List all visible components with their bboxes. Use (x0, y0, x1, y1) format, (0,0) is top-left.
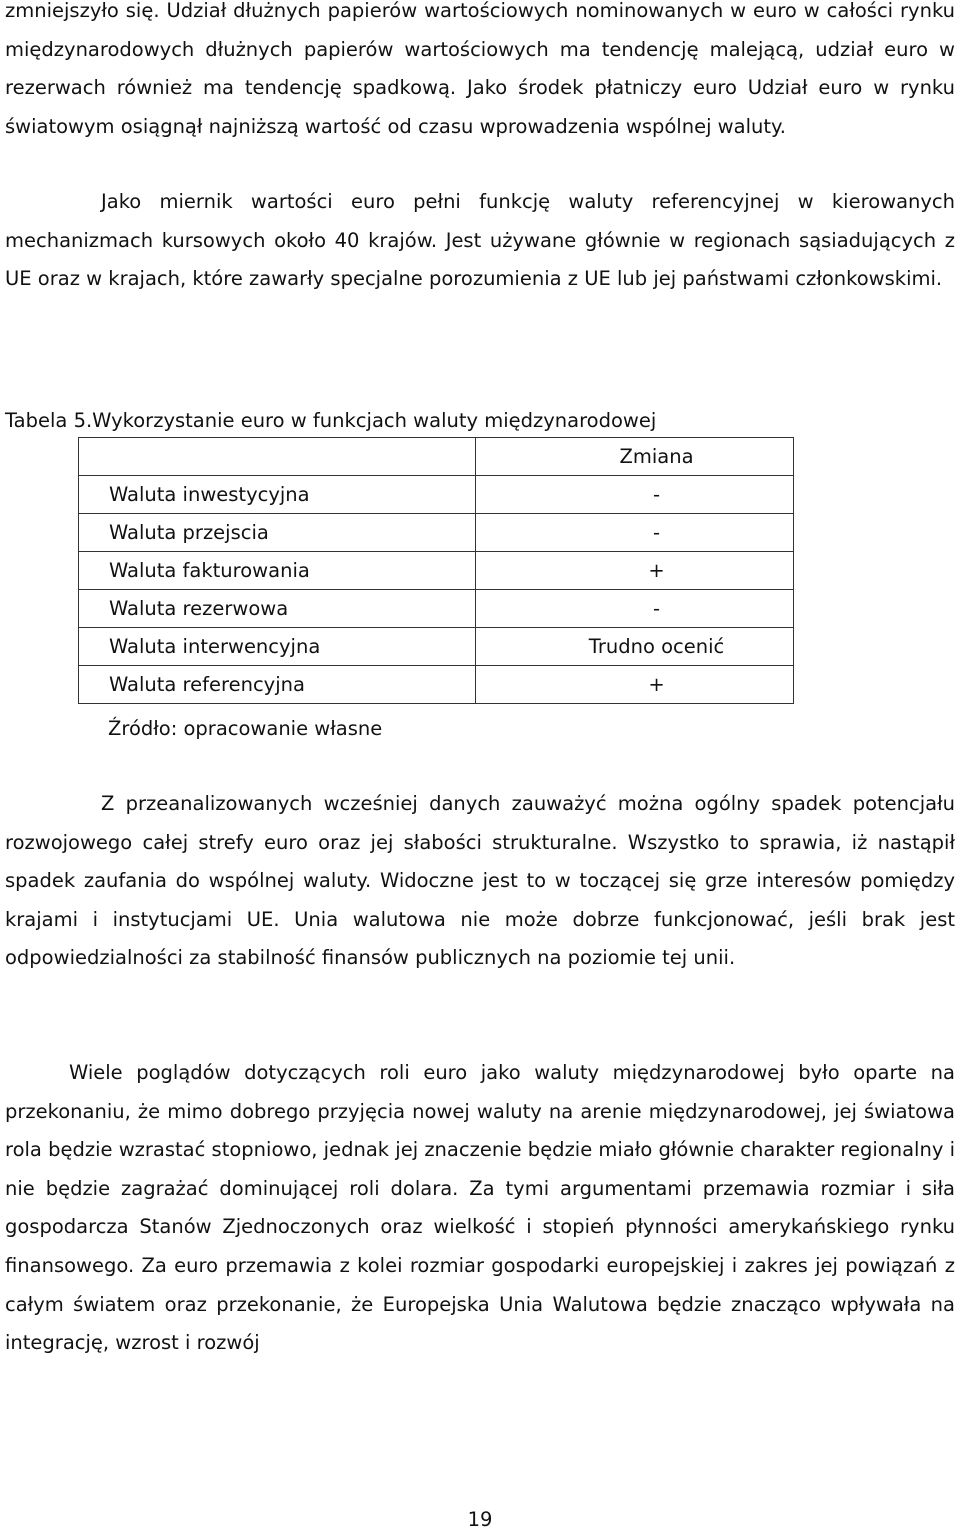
table-row (79, 628, 794, 666)
table-header-row (79, 438, 794, 476)
paragraph-1: zmniejszyło się. Udział dłużnych papierów wartościowych nominowanych w euro w całości rynku międzynarodowych dłużnych papierów wartościowych ma tendencję malejącą, udział euro w rezerwach również ma tendencję spadkową. Jako środek płatniczy euro Udział euro w rynku światowym osiągnął najniższą wartość od czasu wprowadzenia wspólnej waluty. (5, 0, 955, 138)
table-row (79, 552, 794, 590)
row-label: Waluta rezerwowa (79, 590, 476, 628)
table-row (79, 666, 794, 704)
row-label: Waluta referencyjna (79, 666, 476, 704)
row-value: - (476, 590, 794, 628)
row-value: + (476, 666, 794, 704)
row-label: Waluta interwencyjna (79, 628, 476, 666)
row-label: Waluta przejscia (79, 514, 476, 552)
row-label: Waluta fakturowania (79, 552, 476, 590)
paragraph-2: Jako miernik wartości euro pełni funkcję waluty referencyjnej w kierowanych mechanizmach kursowych około 40 krajów. Jest używane głównie w regionach sąsiadujących z UE oraz w krajach, które zawarły specjalne porozumienia z UE lub jej państwami członkowskimi. (5, 190, 955, 291)
table-header-change: Zmiana (476, 438, 794, 476)
paragraph-3: Z przeanalizowanych wcześniej danych zauważyć można ogólny spadek potencjału rozwojowego całej strefy euro oraz jej słabości strukturalne. Wszystko to sprawia, iż nastąpił spadek zaufania do wspólnej waluty. Widoczne jest to w toczącej się grze interesów pomiędzy krajami i instytucjami UE. Unia walutowa nie może dobrze funkcjonować, jeśli brak jest odpowiedzialności za stabilność finansów publicznych na poziomie tej unii. (5, 792, 955, 970)
row-value: Trudno ocenić (476, 628, 794, 666)
table-row (79, 476, 794, 514)
row-value: + (476, 552, 794, 590)
page-number: 19 (467, 1508, 493, 1531)
table-caption: Tabela 5.Wykorzystanie euro w funkcjach waluty międzynarodowej (5, 409, 657, 432)
row-value: - (476, 476, 794, 514)
table-row (79, 514, 794, 552)
table-source: Źródło: opracowanie własne (108, 717, 383, 740)
table-header-label (79, 438, 476, 476)
row-label: Waluta inwestycyjna (79, 476, 476, 514)
paragraph-4: Wiele poglądów dotyczących roli euro jako waluty międzynarodowej było oparte na przekonaniu, że mimo dobrego przyjęcia nowej waluty na arenie międzynarodowej, jej światowa rola będzie wzrastać stopniowo, jednak jej znaczenie będzie miało głównie charakter regionalny i nie będzie zagrażać dominującej roli dolara. Za tymi argumentami przemawia rozmiar i siła gospodarcza Stanów Zjednoczonych oraz wielkość i stopień płynności amerykańskiego rynku finansowego. Za euro przemawia z kolei rozmiar gospodarki europejskiej i zakres jej powiązań z całym światem oraz przekonanie, że Europejska Unia Walutowa będzie znacząco wpływała na integrację, wzrost i rozwój (5, 1061, 955, 1355)
row-value: - (476, 514, 794, 552)
table-row (79, 590, 794, 628)
currency-functions-table (78, 437, 794, 704)
